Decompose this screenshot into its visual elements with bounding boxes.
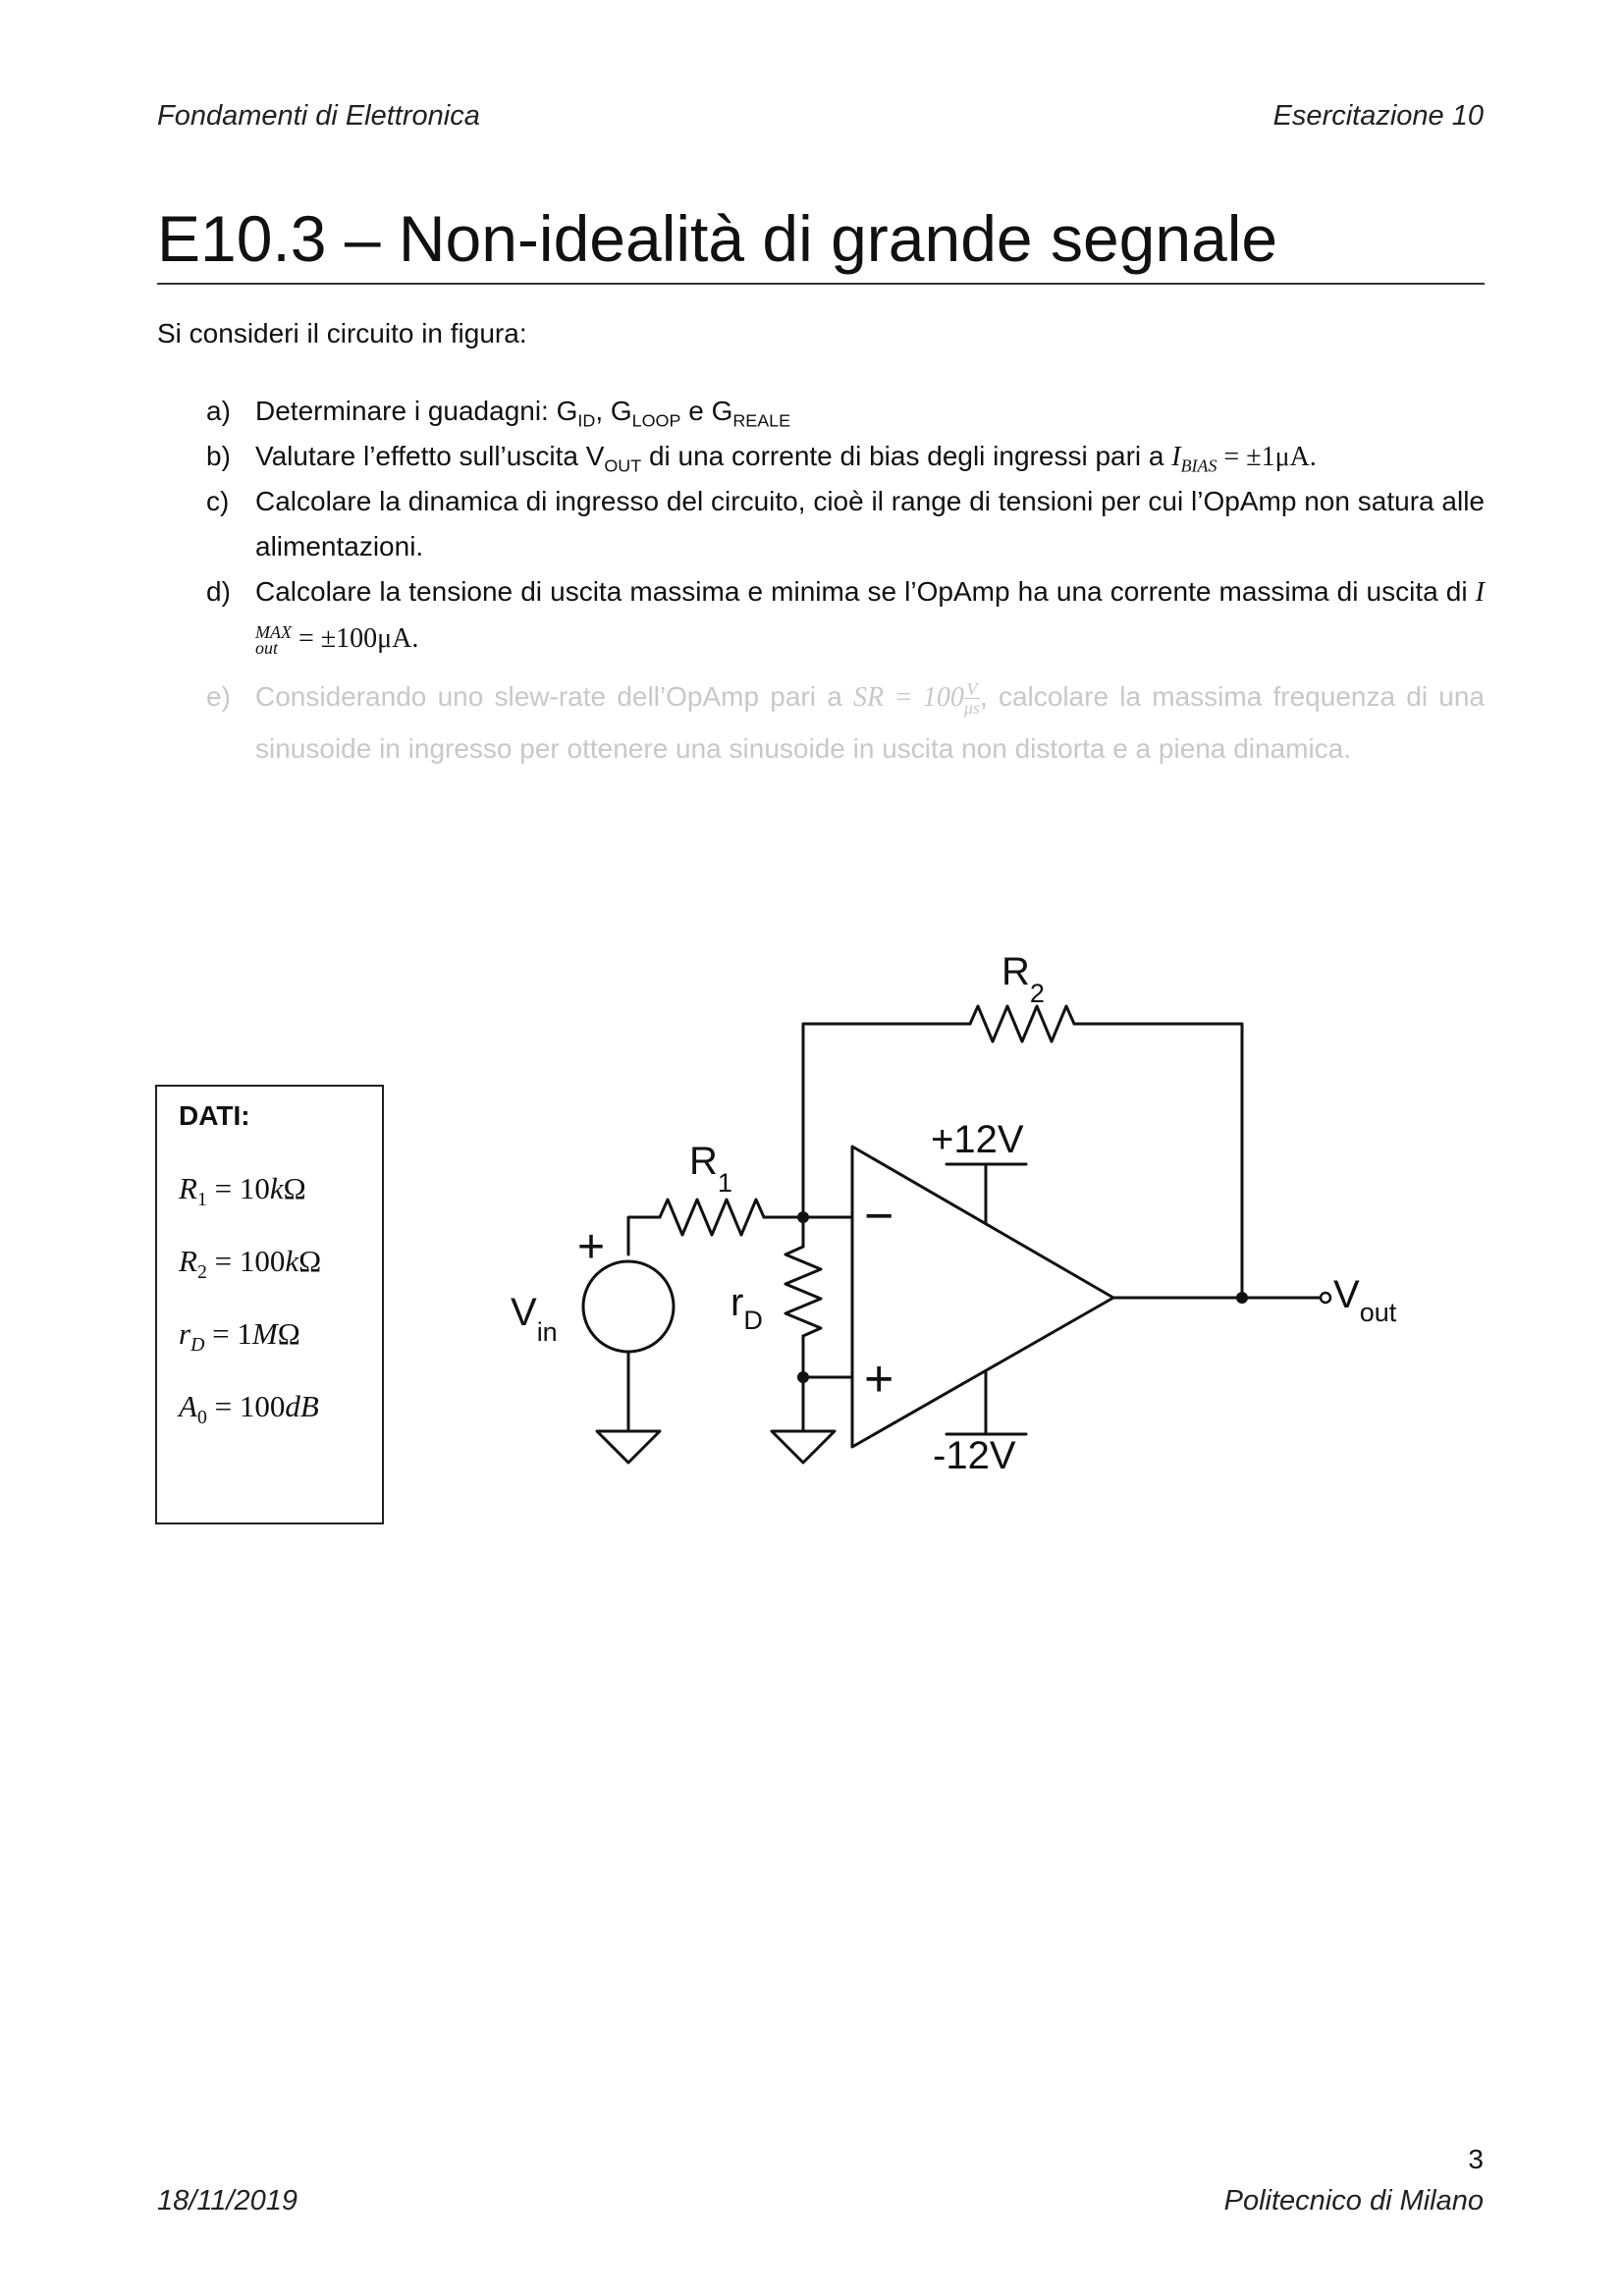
page-title: E10.3 – Non-idealità di grande segnale <box>157 202 1278 275</box>
vout-label: $V_{out}$ <box>1333 1273 1397 1327</box>
vin-top-wire <box>628 1217 660 1255</box>
r2-resistor <box>970 1006 1074 1041</box>
question-e-text: Considerando uno slew-rate dell’OpAmp pari a SR = 100 $\frac{V}{\mu s}$ , calcolare la massima frequenza di una sinusoide in ingresso per ottenere una sinusoide in uscita non distorta e a piena dinamica. <box>255 679 1485 764</box>
data-rd: $r_D = 1M\Omega$ <box>179 1316 300 1357</box>
data-box-title: DATI: <box>179 1100 250 1131</box>
node-inv <box>797 1211 809 1223</box>
ground-rd-icon <box>772 1431 835 1463</box>
header-course: Fondamenti di Elettronica <box>157 100 480 132</box>
header-exercise: Esercitazione 10 <box>1272 100 1484 132</box>
output-terminal <box>1321 1293 1330 1303</box>
node-noninv <box>797 1371 809 1383</box>
page-number: 3 <box>1468 2144 1484 2174</box>
question-d-text: Calcolare la tensione di uscita massima e minima se l’OpAmp ha una corrente massima di uscita di I MAX out = ±100μA. <box>255 576 1485 658</box>
data-a0: $A_0 = 100dB$ <box>179 1389 319 1429</box>
r1-label: $R_1$ <box>689 1140 732 1198</box>
vneg-label: -12V <box>933 1434 1016 1477</box>
footer-institution: Politecnico di Milano <box>1223 2185 1484 2216</box>
rd-resistor <box>785 1247 821 1336</box>
question-c-text: Calcolare la dinamica di ingresso del circuito, cioè il range di tensioni per cui l’OpAmp non satura alle alimentazioni. <box>255 486 1485 561</box>
inverting-input-sign: − <box>864 1188 894 1245</box>
question-d-label: d) <box>206 576 231 607</box>
feedback-wire-right <box>1074 1024 1242 1298</box>
question-a-text: Determinare i guadagni: $G_{ID}$, $G_{LOOP}$ e $G_{REALE}$ <box>255 396 791 431</box>
question-c-label: c) <box>206 486 230 516</box>
data-r2: $R_2 = 100k\Omega$ <box>179 1244 322 1284</box>
question-b-label: b) <box>206 441 231 471</box>
question-e-label: e) <box>206 681 231 712</box>
data-r1: $R_1 = 10k\Omega$ <box>179 1171 306 1211</box>
ground-vin-icon <box>597 1431 660 1463</box>
r2-label: $R_2$ <box>1001 950 1045 1008</box>
slew-rate-unit: $\frac{V}{\mu s}$ <box>963 679 980 719</box>
question-a-label: a) <box>206 396 231 426</box>
vin-label: $V_{in}$ <box>511 1291 558 1347</box>
vin-source-icon <box>583 1261 674 1352</box>
node-out <box>1236 1292 1248 1304</box>
footer-date: 18/11/2019 <box>157 2185 298 2216</box>
rd-label: $r_D$ <box>730 1281 763 1335</box>
vin-plus-sign: + <box>577 1221 606 1273</box>
rd-bottom-wire <box>803 1336 852 1377</box>
vpos-label: +12V <box>931 1118 1024 1161</box>
r1-resistor <box>660 1200 764 1235</box>
intro-text: Si consideri il circuito in figura: <box>157 318 527 348</box>
noninverting-input-sign: + <box>864 1351 894 1408</box>
question-b-text: Valutare l’effetto sull’uscita $V_{OUT}$ di una corrente di bias degli ingressi pari a $I_{BIAS} = \pm 1\mu A$. <box>255 441 1317 476</box>
